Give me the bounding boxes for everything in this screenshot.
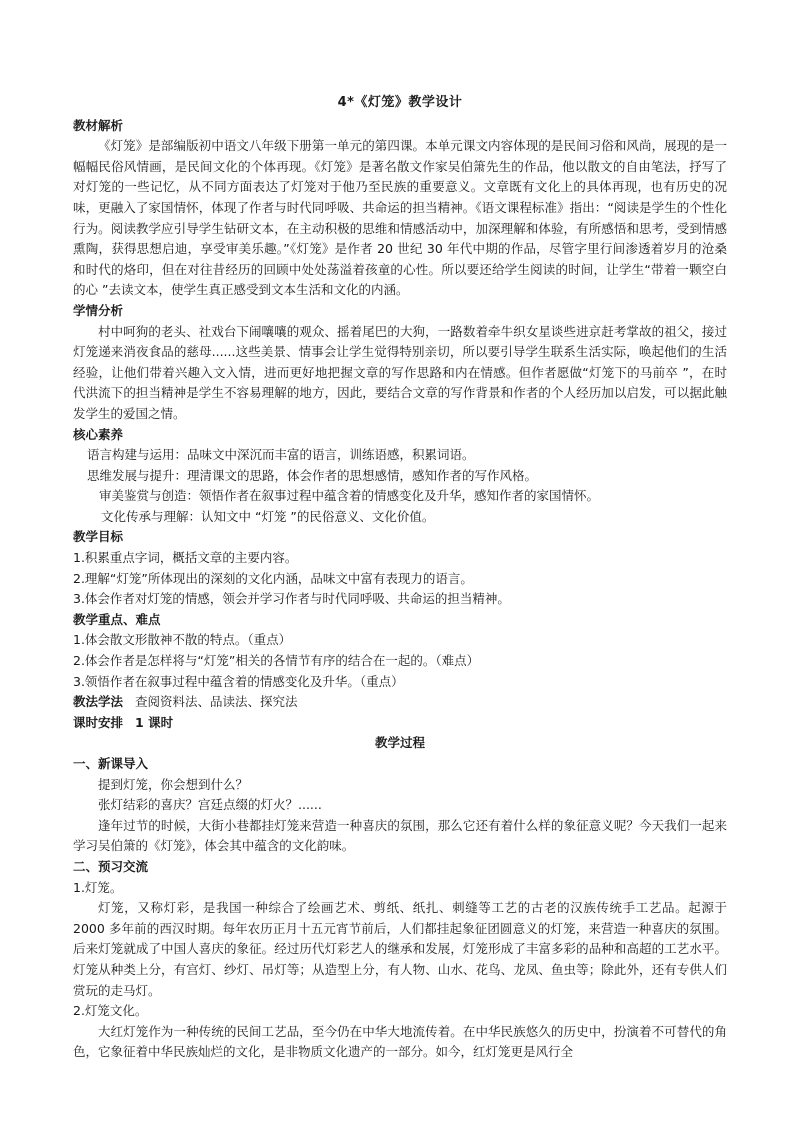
lantern-culture-paragraph: 大红灯笼作为一种传统的民间工艺品，至今仍在中华大地流传着。在中华民族悠久的历史中，扮演着不可替代的角色，它象征着中华民族灿烂的文化，是非物质文化遗产的一部分。如今，红灯笼更是风行全 (73, 1023, 727, 1060)
learner-analysis-paragraph: 村中呵狗的老头、社戏台下闹嚷嚷的观众、摇着尾巴的大狗，一路数着牵牛织女星谈些进京赶考掌故的祖父，接过灯笼递来消夜食品的慈母......这些美景、情事会让学生觉得特别亲切，所以要引导学生联系生活实际，唤起他们的生活经验，让他们带着兴趣入文入情，进而更好地把握文章的写作思路和内在情感。但作者愿做“灯笼下的马前卒 ”，在时代洪流下的担当精神是学生不容易理解的地方，因此，要结合文章的写作背景和作者的个人经历加以启发，可以据此触发学生的爱国之情。 (73, 323, 727, 421)
textbook-analysis-paragraph: 《灯笼》是部编版初中语文八年级下册第一单元的第四课。本单元课文内容体现的是民间习俗和风尚，展现的是一幅幅民俗风情画，是民间文化的个体再现。《灯笼》是著名散文作家吴伯箫先生的作品，他以散文的自由笔法，抒写了对灯笼的一些记忆，从不同方面表达了灯笼对于他乃至民族的重要意义。文章既有文化上的具体再现，也有历史的况味，更融入了家国情怀，体现了作者与时代同呼吸、共命运的担当精神。《语文课程标准》指出：“阅读是学生的个性化行为。阅读教学应引导学生钻研文本，在主动积极的思维和情感活动中，加深理解和体验，有所感悟和思考，受到情感熏陶，获得思想启迪，享受审美乐趣。”《灯笼》是作者 20 世纪 30 年代中期的作品，尽管字里行间渗透着岁月的沧桑和时代的烙印，但在对往昔经历的回顾中处处荡溢着孩童的心性。所以要还给学生阅读的时间，让学生“带着一颗空白的心 ”去读文本，使学生真正感受到文本生活和文化的内涵。 (73, 138, 727, 298)
methods-label: 教法学法 (73, 694, 124, 710)
schedule-line (73, 713, 727, 734)
core-literacy-item: 文化传承与理解：认知文中 “灯笼 ”的民俗意义、文化价值。 (101, 508, 435, 524)
core-literacy-item: 审美鉴赏与创造：领悟作者在叙事过程中蕴含着的情感变化及升华，感知作者的家国情怀。 (99, 488, 600, 504)
teaching-goal-item: 3.体会作者对灯笼的情感，领会并学习作者与时代同呼吸、共命运的担当精神。 (73, 591, 510, 607)
teaching-goal-item: 2.理解“灯笼”所体现出的深刻的文化内涵，品味文中富有表现力的语言。 (73, 570, 473, 586)
methods-line (73, 692, 727, 713)
section-heading-key-points: 教学重点、难点 (73, 611, 161, 627)
key-point-item: 3.领悟作者在叙事过程中蕴含着的情感变化及升华。（重点） (73, 673, 404, 689)
preview-subheading: 2.灯笼文化。 (73, 1003, 148, 1019)
section-heading-teaching-goals: 教学目标 (73, 529, 124, 545)
intro-line: 提到灯笼，你会想到什么？ (98, 776, 249, 792)
core-literacy-item: 语言构建与运用：品味文中深沉而丰富的语言，训练语感，积累词语。 (87, 447, 475, 463)
preview-subheading: 1.灯笼。 (73, 879, 123, 895)
document-page (73, 93, 727, 1063)
teaching-goal-item: 1.积累重点字词，概括文章的主要内容。 (73, 550, 298, 566)
lantern-paragraph: 灯笼，又称灯彩，是我国一种综合了绘画艺术、剪纸、纸扎、刺缝等工艺的古老的汉族传统手工艺品。起源于 2000 多年前的西汉时期。每年农历正月十五元宵节前后，人们都挂起象征团圆意义的灯笼，来营造一种喜庆的氛围。后来灯笼就成了中国人喜庆的象征。经过历代灯彩艺人的继承和发展，灯笼形成了丰富多彩的品种和高超的工艺水平。灯笼从种类上分，有宫灯、纱灯、吊灯等；从造型上分，有人物、山水、花鸟、龙凤、鱼虫等；除此外，还有专供人们赏玩的走马灯。 (73, 900, 727, 998)
section-heading-textbook-analysis: 教材解析 (73, 117, 124, 133)
section-heading-learner-analysis: 学情分析 (73, 302, 124, 318)
process-heading-preview: 二、预习交流 (73, 858, 149, 874)
methods-text: 查阅资料法、品读法、探究法 (135, 694, 298, 710)
schedule-label: 课时安排 (73, 714, 124, 730)
process-heading-intro: 一、新课导入 (73, 756, 149, 771)
schedule-text: 1 课时 (135, 714, 174, 730)
key-point-item: 2.体会作者是怎样将与“灯笼”相关的各情节有序的结合在一起的。（难点） (73, 653, 480, 669)
key-point-item: 1.体会散文形散神不散的特点。（重点） (73, 632, 292, 648)
section-heading-core-literacy: 核心素养 (73, 426, 124, 442)
intro-paragraph: 逢年过节的时候，大街小巷都挂灯笼来营造一种喜庆的氛围，那么它还有着什么样的象征意义呢？今天我们一起来学习吴伯箫的《灯笼》，体会其中蕴含的文化韵味。 (73, 817, 727, 854)
document-title: 4*《灯笼》教学设计 (337, 95, 463, 110)
core-literacy-item: 思维发展与提升：理清课文的思路，体会作者的思想感情，感知作者的写作风格。 (87, 467, 538, 483)
intro-line: 张灯结彩的喜庆？宫廷点缀的灯火？...... (98, 797, 322, 813)
teaching-process-heading: 教学过程 (374, 735, 425, 751)
